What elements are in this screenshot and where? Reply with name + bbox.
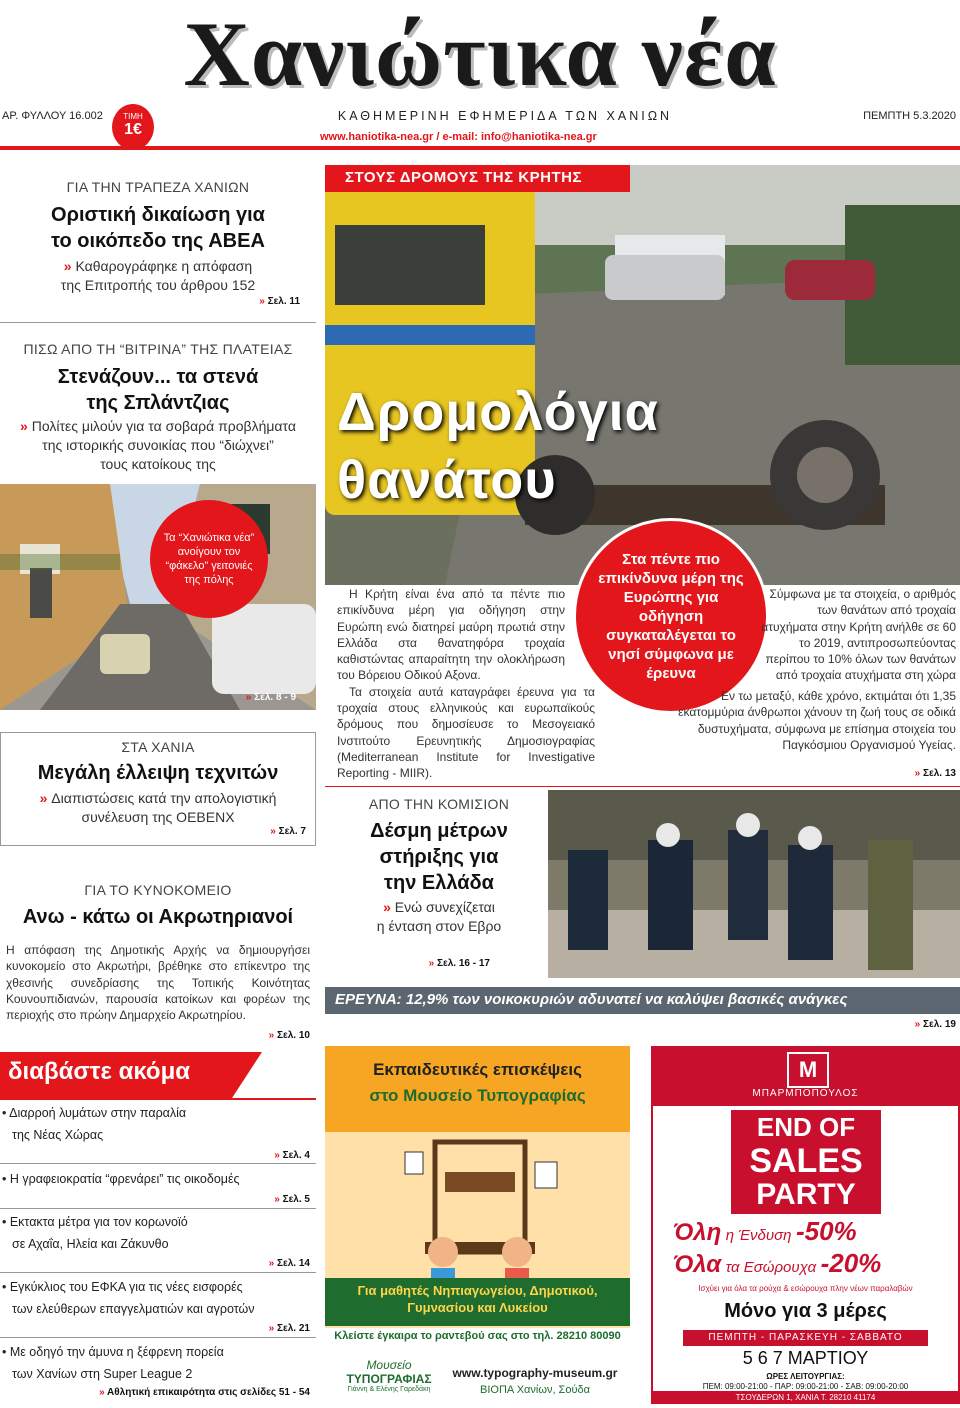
more-item-5-page-text: Αθλητική επικαιρότητα στις σελίδες 51 - 54: [107, 1387, 310, 1398]
main-page-text: Σελ. 13: [923, 768, 956, 779]
main-col1-para1: Η Κρήτη είναι ένα από τα πέντε πιο επικίνδυνα μέρη για οδήγηση στην Ευρώπη ενώ διατηρεί μαύρη πρωτιά στην Ελλάδα στα θανατηφόρα τροχαία καθιστώντας απαραίτητη την ολοκλήρωση του Βόρειου Οδικού Αξονα.: [337, 587, 565, 683]
museum-ad[interactable]: [325, 1046, 630, 1404]
sales-offer2-a: Όλα: [673, 1251, 722, 1278]
bank-kicker: ΓΙΑ ΤΗΝ ΤΡΑΠΕΖΑ ΧΑΝΙΩΝ: [66, 179, 250, 195]
main-page-ref[interactable]: » Σελ. 13: [914, 768, 956, 779]
divider: [0, 322, 316, 323]
more-item-3-page[interactable]: » Σελ. 14: [268, 1258, 310, 1269]
commission-headline-line3: την Ελλάδα: [384, 872, 494, 894]
commission-sub-line2: η ένταση στον Εβρο: [376, 918, 502, 934]
museum-title1: Εκπαιδευτικές επισκέψεις: [373, 1060, 582, 1079]
commission-page-ref[interactable]: » Σελ. 16 - 17: [428, 958, 490, 969]
museum-logo1: Μουσείο: [366, 1358, 412, 1372]
brand-logo-icon: M: [787, 1052, 829, 1088]
kennel-headline[interactable]: Ανω - κάτω οι Ακρωτηριανοί: [22, 906, 294, 928]
main-headline[interactable]: [337, 378, 659, 514]
splantzia-page-text: Σελ. 8 - 9: [254, 692, 296, 703]
bank-sub-line2: της Επιτροπής του άρθρου 152: [60, 277, 256, 293]
sales-line3: PARTY: [756, 1178, 856, 1211]
sales-hours: ΠΕΜ: 09:00-21:00 - ΠΑΡ: 09:00-21:00 - ΣΑΒ: 09:00-20:00: [702, 1382, 909, 1391]
museum-web[interactable]: www.typography-museum.gr: [452, 1366, 618, 1380]
splantzia-sub-line3: τους κατοίκους της: [100, 456, 216, 472]
commission-photo: [548, 790, 960, 978]
divider: [0, 1272, 316, 1273]
divider: [0, 1163, 316, 1164]
bank-page-ref[interactable]: » Σελ. 11: [259, 296, 300, 307]
more-item-4-page-text: Σελ. 21: [277, 1323, 310, 1334]
sales-offer1-b: η Ένδυση: [725, 1227, 792, 1244]
technicians-kicker: ΣΤΑ ΧΑΝΙΑ: [121, 739, 195, 755]
more-item-2-page[interactable]: » Σελ. 5: [274, 1194, 310, 1205]
more-item-1-line1: • Διαρροή λυμάτων στην παραλία: [2, 1106, 187, 1120]
bank-headline-line1: Οριστική δικαίωση για: [51, 204, 265, 226]
sales-offer1: [673, 1216, 857, 1247]
splantzia-photo: [0, 484, 316, 710]
sales-offer1-pct: -50%: [795, 1216, 857, 1246]
splantzia-sub-line1: Πολίτες μιλούν για τα σοβαρά προβλήματα: [31, 418, 296, 434]
sales-offer2-pct: -20%: [820, 1248, 882, 1278]
more-rule: [0, 1098, 316, 1100]
issue-date: ΠΕΜΠΤΗ 5.3.2020: [863, 110, 956, 122]
commission-headline[interactable]: [330, 818, 548, 896]
main-body-col2: [760, 586, 956, 684]
more-item-1-page-text: Σελ. 4: [282, 1150, 310, 1161]
main-body-col1: [337, 586, 595, 782]
more-item-3-line1: • Εκτακτα μέτρα για τον κορωνοϊό: [2, 1215, 188, 1229]
kennel-kicker: ΓΙΑ ΤΟ ΚΥΝΟΚΟΜΕΙΟ: [84, 882, 232, 898]
masthead-title: Χανιώτικα νέα: [183, 3, 777, 105]
main-col1-para2: Τα στοιχεία αυτά καταγράφει έρευνα για τα τροχαία στους ελληνικούς και ευρωπαϊκούς δρόμους που δημοσίευσε το Μεσογειακό Ινστιτούτο Ερευνητικής Δημοσιογραφίας (Mediterranean Institute for Investigative Reporting - MIIR).: [337, 684, 595, 781]
splantzia-sub-line2: της ιστορικής συνοικίας που “διώχνει”: [42, 437, 274, 453]
divider: [0, 1208, 316, 1209]
sales-offer1-a: Όλη: [673, 1219, 722, 1246]
splantzia-subhead: » Πολίτες μιλούν για τα σοβαρά προβλήματα της ιστορικής συνοικίας που “διώχνει” τους κατοίκους της: [0, 417, 316, 474]
kennel-page-text: Σελ. 10: [277, 1030, 310, 1041]
more-item-5-line1: • Με οδηγό την άμυνα η ξέφρενη πορεία: [2, 1345, 224, 1359]
sales-dates: 5 6 7 ΜΑΡΤΙΟΥ: [742, 1348, 869, 1368]
commission-headline-line1: Δέσμη μέτρων: [370, 820, 508, 842]
splantzia-headline-line1: Στενάζουν... τα στενά: [57, 366, 259, 388]
technicians-page-ref[interactable]: » Σελ. 7: [270, 826, 306, 837]
bank-page-text: Σελ. 11: [267, 296, 300, 307]
contact-line[interactable]: www.haniotika-nea.gr / e-mail: info@haniotika-nea.gr: [320, 131, 597, 143]
main-headline-line1: Δρομολόγια: [337, 382, 659, 442]
more-item-4-line1: • Εγκύκλιος του ΕΦΚΑ για τις νέες εισφορές: [2, 1280, 243, 1294]
splantzia-headline[interactable]: [0, 364, 316, 416]
divider: [0, 1337, 316, 1338]
main-col2-para2: Εν τω μεταξύ, κάθε χρόνο, εκτιμάται ότι 1,35 εκατομμύρια άνθρωποι χάνουν τη ζωή τους σε οδικά δυστυχήματα, σύμφωνα με επίσημα στοιχεία του Παγκόσμιου Οργανισμού Υγείας.: [678, 689, 956, 752]
header-rule: [0, 146, 960, 150]
sales-offer2-b: τα Εσώρουχα: [725, 1259, 817, 1276]
research-headline[interactable]: ΕΡΕΥΝΑ: 12,9% των νοικοκυριών αδυνατεί να καλύψει βασικές ανάγκες: [335, 991, 848, 1008]
sales-line1: END OF: [756, 1112, 856, 1142]
sales-logo: [731, 1110, 881, 1214]
sales-days3: Μόνο για 3 μέρες: [724, 1300, 887, 1322]
more-banner-tip: [232, 1052, 262, 1098]
sales-note: Ισχύει για όλα τα ρούχα & εσώρουχα πλην νέων παραλαβών: [698, 1284, 913, 1293]
commission-kicker: ΑΠΟ ΤΗΝ ΚΟΜΙΣΙΟΝ: [368, 796, 510, 812]
museum-address: ΒΙΟΠΑ Χανίων, Σούδα: [480, 1384, 590, 1396]
main-body-col2b: [676, 688, 956, 753]
commission-sub-line1: Ενώ συνεχίζεται: [394, 899, 495, 915]
commission-headline-line2: στήριξης για: [379, 846, 499, 868]
sales-brand: ΜΠΑΡΜΠΟΠΟΥΛΟΣ: [752, 1088, 859, 1099]
splantzia-kicker: ΠΙΣΩ ΑΠΟ ΤΗ “ΒΙΤΡΙΝΑ” ΤΗΣ ΠΛΑΤΕΙΑΣ: [23, 341, 293, 357]
more-item-4-page[interactable]: » Σελ. 21: [268, 1323, 310, 1334]
bank-subhead: » Καθαρογράφηκε η απόφαση της Επιτροπής του άρθρου 152: [0, 257, 316, 295]
commission-subhead: » Ενώ συνεχίζεται η ένταση στον Εβρο: [330, 898, 548, 936]
commission-page-text: Σελ. 16 - 17: [437, 958, 490, 969]
technicians-sub-line1: Διαπιστώσεις κατά την απολογιστική: [51, 790, 277, 806]
research-page-text: Σελ. 19: [923, 1019, 956, 1030]
price-badge: [112, 104, 154, 150]
more-item-2-page-text: Σελ. 5: [282, 1194, 310, 1205]
sales-line2: SALES: [749, 1142, 863, 1180]
bank-sub-line1: Καθαρογράφηκε η απόφαση: [75, 258, 253, 274]
price-value: 1€: [124, 121, 142, 138]
border-police-illustration: [548, 790, 960, 978]
museum-logo2: ΤΥΠΟΓΡΑΦΙΑΣ: [346, 1372, 432, 1386]
more-item-3-page-text: Σελ. 14: [277, 1258, 310, 1269]
tagline: ΚΑΘΗΜΕΡΙΝΗ ΕΦΗΜΕΡΙΔΑ ΤΩΝ ΧΑΝΙΩΝ: [337, 109, 673, 123]
more-item-1-line2: της Νέας Χώρας: [12, 1128, 104, 1142]
bank-headline-line2: το οικόπεδο της ΑΒΕΑ: [51, 230, 265, 252]
main-pullquote: Στα πέντε πιο επικίνδυνα μέρη της Ευρώπης για οδήγηση συγκαταλέγεται το νησί σύμφωνα με έρευνα: [573, 518, 769, 714]
list-item[interactable]: [2, 1211, 312, 1255]
technicians-subhead: » Διαπιστώσεις κατά την απολογιστική συνέλευση της ΟΕΒΕΝΧ: [0, 789, 316, 827]
bank-headline[interactable]: [0, 202, 316, 254]
more-item-1-page[interactable]: » Σελ. 4: [274, 1150, 310, 1161]
sales-days: ΠΕΜΠΤΗ - ΠΑΡΑΣΚΕΥΗ - ΣΑΒΒΑΤΟ: [683, 1330, 928, 1346]
museum-phone: Κλείστε έγκαιρα το ραντεβού σας στο τηλ. 28210 80090: [334, 1330, 621, 1342]
kennel-body: Η απόφαση της Δημοτικής Αρχής να δημιουργήσει κυνοκομείο στο Ακρωτήρι, βρέθηκε στο επίκεντρο της χθεσινής συνεδρίασης της Τοπικής Κοινότητας Κουνουπιδιανών, παρουσία κατοίκων και φορέων της περιοχής στο πρώην Δημαρχείο Ακρωτηρίου.: [6, 943, 310, 1023]
street-illustration: [0, 484, 316, 710]
research-page-ref[interactable]: » Σελ. 19: [914, 1019, 956, 1030]
list-item[interactable]: [2, 1102, 312, 1146]
museum-title2: στο Μουσείο Τυπογραφίας: [369, 1086, 586, 1105]
splantzia-bubble: Τα “Χανιώτικα νέα” ανοίγουν τον “φάκελο” γειτονιές της πόλης: [150, 500, 268, 618]
price-label: ΤΙΜΗ: [123, 112, 143, 121]
sales-ad[interactable]: [651, 1046, 960, 1404]
more-title: διαβάστε ακόμα: [8, 1058, 191, 1085]
list-item[interactable]: [2, 1341, 312, 1385]
museum-logo3: Γιάννη & Ελένης Γαρεδάκη: [347, 1386, 431, 1393]
main-col2-para1: Σύμφωνα με τα στοιχεία, ο αριθμός των θανάτων από τροχαία ατυχήματα στην Κρήτη ανήλθε σε 60 το 2019, αντιπροσωπεύοντας περίπου το 10% όλων των θανάτων από τροχαία ατυχήματα στη χώρα: [761, 587, 956, 683]
more-item-2-line1: • Η γραφειοκρατία “φρενάρει” τις οικοδομές: [2, 1172, 240, 1186]
kennel-page-ref[interactable]: » Σελ. 10: [268, 1030, 310, 1041]
more-item-5-page[interactable]: » Αθλητική επικαιρότητα στις σελίδες 51 - 54: [99, 1387, 310, 1398]
more-item-3-line2: σε Αχαΐα, Ηλεία και Ζάκυνθο: [12, 1237, 169, 1251]
main-section-label: ΣΤΟΥΣ ΔΡΟΜΟΥΣ ΤΗΣ ΚΡΗΤΗΣ: [345, 169, 582, 186]
sales-offer2: [673, 1248, 881, 1279]
more-item-5-line2: των Χανίων στη Super League 2: [12, 1367, 193, 1381]
museum-audience: Για μαθητές Νηπιαγωγείου, Δημοτικού, Γυμνασίου και Λυκείου: [357, 1283, 598, 1315]
list-item[interactable]: [2, 1168, 312, 1190]
sales-hours-title: ΩΡΕΣ ΛΕΙΤΟΥΡΓΙΑΣ:: [766, 1372, 845, 1381]
technicians-headline[interactable]: Μεγάλη έλλειψη τεχνιτών: [37, 762, 279, 784]
divider: [325, 786, 960, 787]
more-item-4-line2: των ελεύθερων επαγγελματιών και αγροτών: [12, 1302, 255, 1316]
technicians-sub-line2: συνέλευση της ΟΕΒΕΝΧ: [81, 809, 235, 825]
splantzia-headline-line2: της Σπλάντζιας: [86, 392, 230, 414]
main-headline-line2: θανάτου: [337, 450, 557, 510]
splantzia-page-ref[interactable]: » Σελ. 8 - 9: [245, 692, 296, 703]
sales-address: ΤΣΟΥΔΕΡΩΝ 1, ΧΑΝΙΑ Τ. 28210 41174: [653, 1391, 958, 1404]
list-item[interactable]: [2, 1276, 312, 1320]
museum-logo: [339, 1358, 439, 1393]
issue-number: ΑΡ. ΦΥΛΛΟΥ 16.002: [2, 110, 103, 122]
technicians-page-text: Σελ. 7: [278, 826, 306, 837]
